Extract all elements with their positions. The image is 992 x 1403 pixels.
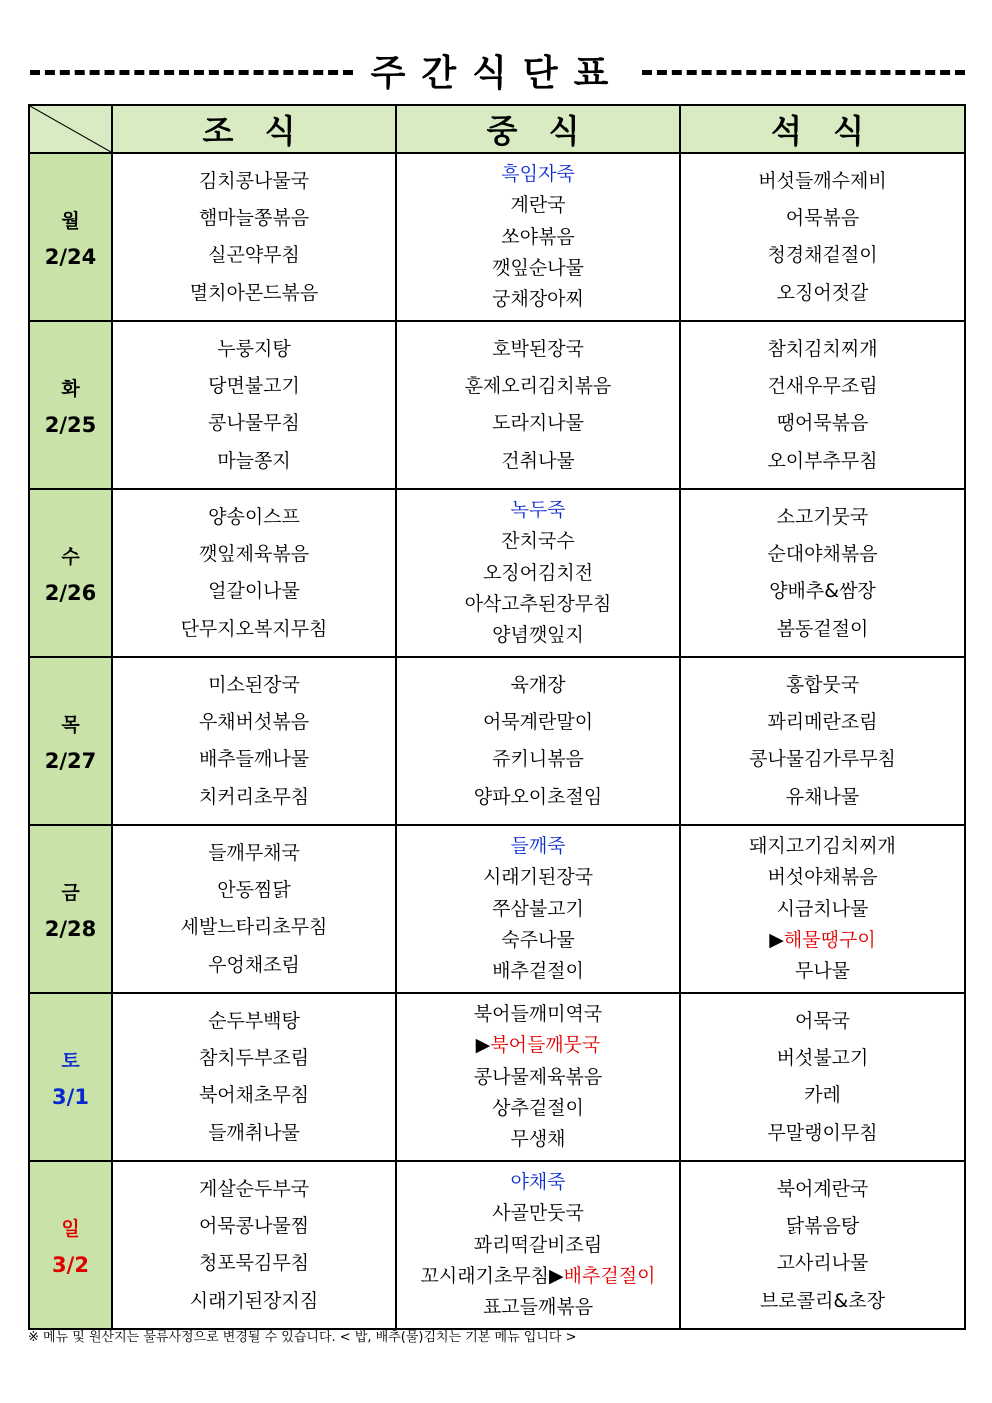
- menu-item: [190, 282, 318, 305]
- lunch-cell: [396, 153, 680, 321]
- breakfast-cell: [112, 489, 396, 657]
- menu-item-text: 누룽지탕: [217, 337, 291, 360]
- menu-item: [795, 1010, 850, 1033]
- menu-item: [492, 257, 584, 280]
- breakfast-cell: [112, 657, 396, 825]
- menu-item-text: 세발느타리초무침: [180, 916, 328, 939]
- menu-item-text: 건새우무조림: [767, 374, 878, 397]
- menu-item: [786, 1215, 859, 1238]
- menu-item-text: 배추겉절이: [492, 959, 584, 982]
- lunch-cell: [396, 489, 680, 657]
- menu-item: [777, 1178, 869, 1201]
- menu-item: [483, 711, 593, 734]
- corner-diagonal: [30, 106, 111, 152]
- menu-item: [492, 288, 584, 311]
- menu-item: [769, 929, 875, 952]
- menu-item-text: 흑임자죽: [501, 163, 575, 186]
- weekly-menu-table: [28, 104, 966, 1330]
- menu-item-text: 순대야채볶음: [767, 542, 878, 565]
- menu-item-text: 미소된장국: [208, 673, 300, 696]
- menu-item-text: 배추들깨나물: [198, 748, 310, 771]
- menu-item-text: 브로콜리&초장: [760, 1289, 885, 1312]
- lunch-cell: [396, 993, 680, 1161]
- menu-item-text: 깻잎순나물: [492, 256, 584, 279]
- menu-item: [474, 1234, 602, 1257]
- menu-item-text: 사골만둣국: [492, 1202, 584, 1225]
- menu-item: [769, 580, 876, 603]
- menu-item: [767, 866, 877, 889]
- day-date: 2/26: [44, 580, 97, 605]
- menu-item: [421, 1265, 656, 1288]
- menu-item: [510, 674, 565, 697]
- header-lunch: 중 식: [396, 105, 680, 153]
- corner-cell: [29, 105, 112, 153]
- menu-item-text: 청경채겉절이: [767, 244, 878, 267]
- menu-item-text: 오징어김치전: [482, 561, 594, 584]
- menu-item: [767, 1122, 877, 1145]
- dinner-cell: [680, 657, 965, 825]
- menu-item: [208, 580, 300, 603]
- menu-item: [804, 1084, 841, 1107]
- menu-item-text: 상추겉절이: [492, 1096, 584, 1119]
- day-date: 2/25: [44, 412, 97, 437]
- menu-item-text: 어묵콩나물찜: [198, 1214, 310, 1237]
- menu-item: [786, 674, 859, 697]
- menu-item-text: 해물땡구이: [783, 928, 876, 951]
- menu-item: [501, 450, 574, 473]
- menu-item-text: 들깨취나물: [208, 1121, 300, 1144]
- breakfast-list: [113, 1163, 395, 1327]
- menu-item: [767, 543, 877, 566]
- menu-item: [767, 450, 877, 473]
- menu-item: [199, 543, 309, 566]
- page-title: 주간식단표: [370, 52, 625, 94]
- menu-item-text: 건취나물: [501, 449, 575, 472]
- title-row: [30, 42, 965, 98]
- menu-item: [510, 499, 565, 522]
- menu-item: [777, 1252, 869, 1275]
- menu-item-text: 깻잎제육볶음: [198, 542, 310, 565]
- arrow-marker-icon: ▶: [475, 1034, 491, 1057]
- day-cell: [29, 153, 112, 321]
- menu-item-text: 봄동겉절이: [776, 617, 869, 640]
- breakfast-cell: [112, 993, 396, 1161]
- breakfast-cell: [112, 153, 396, 321]
- day-name: 토: [61, 1049, 80, 1072]
- menu-item-text: 실곤약무침: [208, 244, 300, 267]
- header-row: [29, 105, 965, 153]
- menu-item: [501, 226, 574, 249]
- dinner-list: [681, 323, 964, 487]
- menu-item: [217, 450, 290, 473]
- menu-item-text: 시래기된장지짐: [189, 1289, 319, 1312]
- menu-item-text: 마늘쫑지: [217, 449, 291, 472]
- day-row: [29, 1161, 965, 1329]
- menu-item: [476, 1034, 601, 1057]
- menu-item: [786, 207, 859, 230]
- menu-item: [208, 954, 300, 977]
- menu-item: [767, 338, 877, 361]
- menu-item: [767, 244, 877, 267]
- lunch-cell: [396, 657, 680, 825]
- dinner-cell: [680, 489, 965, 657]
- menu-item-text: 햄마늘쫑볶음: [198, 206, 310, 229]
- menu-item: [199, 1252, 309, 1275]
- breakfast-list: [113, 827, 395, 991]
- lunch-list: [397, 827, 679, 991]
- day-date: 3/2: [52, 1252, 89, 1277]
- menu-item-text: 고사리나물: [776, 1252, 869, 1275]
- menu-item: [492, 960, 584, 983]
- day-row: [29, 993, 965, 1161]
- menu-item: [199, 1215, 309, 1238]
- menu-item: [474, 1003, 602, 1026]
- menu-item: [786, 786, 859, 809]
- menu-item: [777, 1047, 869, 1070]
- menu-item: [749, 835, 896, 858]
- menu-item: [217, 879, 290, 902]
- lunch-list: [397, 995, 679, 1159]
- menu-item-text: 청포묵김무침: [198, 1252, 310, 1275]
- menu-item-text: 멸치아몬드볶음: [189, 281, 319, 304]
- menu-item-text: 콩나물무침: [208, 412, 300, 435]
- menu-item: [208, 412, 300, 435]
- menu-item-text: 양파오이초절임: [473, 785, 603, 808]
- menu-item-text: 양송이스프: [208, 505, 300, 528]
- day-row: [29, 153, 965, 321]
- menu-item-text: 카레: [804, 1084, 841, 1107]
- day-cell: [29, 657, 112, 825]
- menu-item: [510, 1171, 565, 1194]
- menu-item-text: 표고들깨볶음: [482, 1295, 594, 1318]
- day-cell: [29, 825, 112, 993]
- day-name: 일: [61, 1217, 80, 1240]
- day-name: 화: [61, 377, 80, 400]
- footnote: ※ 메뉴 및 원산지는 물류사정으로 변경될 수 있습니다. < 밥, 배추(물)김치는 기본 메뉴 입니다 >: [28, 1330, 577, 1345]
- menu-item: [767, 375, 877, 398]
- menu-item-text: 닭볶음탕: [785, 1214, 860, 1237]
- menu-item: [492, 1202, 584, 1225]
- menu-item: [501, 163, 574, 186]
- menu-item: [492, 898, 584, 921]
- menu-item-text: 배추겉절이: [563, 1264, 656, 1287]
- dinner-cell: [680, 1161, 965, 1329]
- breakfast-cell: [112, 825, 396, 993]
- menu-item-text: 당면불고기: [208, 374, 300, 397]
- menu-item: [208, 1122, 300, 1145]
- menu-item: [510, 194, 565, 217]
- day-name: 수: [61, 545, 80, 568]
- menu-item: [760, 1290, 885, 1313]
- menu-item-text: 우채버섯볶음: [198, 710, 310, 733]
- menu-item: [483, 866, 593, 889]
- menu-item: [199, 1047, 309, 1070]
- dinner-cell: [680, 825, 965, 993]
- day-date: 2/24: [44, 244, 97, 269]
- menu-item: [777, 282, 869, 305]
- menu-item-text: 녹두죽: [510, 499, 566, 522]
- menu-item: [199, 748, 309, 771]
- menu-item-text: 땡어묵볶음: [776, 412, 869, 435]
- menu-item: [492, 748, 584, 771]
- menu-item-text: 소고기뭇국: [776, 505, 869, 528]
- menu-item: [208, 375, 300, 398]
- menu-item-text: 쏘야볶음: [501, 225, 575, 248]
- breakfast-list: [113, 155, 395, 319]
- menu-item-text: 참치김치찌개: [767, 337, 878, 360]
- menu-item-text: 우엉채조림: [208, 953, 300, 976]
- menu-item: [492, 338, 584, 361]
- menu-item: [199, 786, 309, 809]
- menu-item: [777, 412, 869, 435]
- menu-item-text: 콩나물제육볶음: [473, 1065, 603, 1088]
- dinner-cell: [680, 993, 965, 1161]
- arrow-marker-icon: ▶: [769, 928, 784, 951]
- day-cell: [29, 489, 112, 657]
- menu-item-text: 쭈삼불고기: [492, 897, 584, 920]
- menu-item: [199, 170, 309, 193]
- menu-item-text: 도라지나물: [492, 412, 584, 435]
- menu-body: [29, 153, 965, 1329]
- menu-item-text: 게살순두부국: [198, 1177, 310, 1200]
- menu-item-text: 안동찜닭: [217, 878, 291, 901]
- breakfast-cell: [112, 321, 396, 489]
- breakfast-list: [113, 491, 395, 655]
- header-breakfast: 조 식: [112, 105, 396, 153]
- menu-item-text: 오이부추무침: [767, 449, 878, 472]
- menu-item-text: 계란국: [510, 194, 566, 217]
- menu-item: [492, 1097, 584, 1120]
- dinner-list: [681, 827, 964, 991]
- day-name: 월: [61, 209, 80, 232]
- menu-item: [474, 1066, 602, 1089]
- menu-item-text: 야채죽: [510, 1171, 566, 1194]
- menu-item-text: 육개장: [510, 673, 566, 696]
- day-cell: [29, 993, 112, 1161]
- dinner-list: [681, 995, 964, 1159]
- day-cell: [29, 321, 112, 489]
- menu-item-text: 순두부백탕: [208, 1009, 300, 1032]
- menu-item-text: 어묵볶음: [785, 206, 860, 229]
- dinner-cell: [680, 153, 965, 321]
- day-date: 3/1: [52, 1084, 89, 1109]
- menu-item: [181, 618, 328, 641]
- menu-item: [492, 624, 584, 647]
- menu-item-text: 돼지고기김치찌개: [749, 835, 896, 858]
- menu-item-text: 훈제오리김치볶음: [464, 374, 612, 397]
- menu-item-text: 숙주나물: [501, 928, 575, 951]
- day-date: 2/27: [44, 748, 97, 773]
- menu-item-text: 들깨무채국: [208, 841, 300, 864]
- menu-item: [190, 1290, 318, 1313]
- menu-item-text: 참치두부조림: [198, 1046, 310, 1069]
- menu-item: [208, 244, 300, 267]
- menu-item: [767, 711, 877, 734]
- day-row: [29, 657, 965, 825]
- menu-item: [465, 593, 612, 616]
- menu-item: [758, 170, 886, 193]
- menu-item-text: 유채나물: [785, 785, 860, 808]
- menu-item: [199, 207, 309, 230]
- menu-item: [199, 1084, 309, 1107]
- menu-item-text: 호박된장국: [492, 337, 584, 360]
- menu-item: [199, 1178, 309, 1201]
- menu-item: [510, 1128, 565, 1151]
- menu-item-text: 얼갈이나물: [208, 580, 300, 603]
- menu-item-text: 잔치국수: [501, 530, 575, 553]
- breakfast-cell: [112, 1161, 396, 1329]
- breakfast-list: [113, 323, 395, 487]
- menu-item-text: 꽈리떡갈비조림: [473, 1233, 603, 1256]
- lunch-list: [397, 155, 679, 319]
- menu-item-text: 쥬키니볶음: [492, 748, 584, 771]
- day-row: [29, 489, 965, 657]
- menu-item: [777, 506, 869, 529]
- menu-item: [465, 375, 612, 398]
- menu-item-text: 북어채초무침: [198, 1084, 310, 1107]
- menu-item: [501, 929, 574, 952]
- day-row: [29, 321, 965, 489]
- day-cell: [29, 1161, 112, 1329]
- menu-item: [208, 842, 300, 865]
- menu-item-text: 단무지오복지무침: [180, 617, 328, 640]
- menu-item-text: 꼬시래기초무침: [420, 1264, 550, 1287]
- day-name: 목: [61, 713, 80, 736]
- menu-item: [777, 618, 869, 641]
- day-name: 금: [61, 881, 80, 904]
- menu-item-text: 어묵계란말이: [482, 710, 594, 733]
- lunch-cell: [396, 825, 680, 993]
- menu-item-text: 김치콩나물국: [198, 169, 310, 192]
- menu-item: [510, 835, 565, 858]
- menu-item-text: 어묵국: [794, 1009, 851, 1032]
- menu-item-text: 버섯불고기: [776, 1046, 869, 1069]
- dinner-list: [681, 659, 964, 823]
- menu-item-text: 들깨죽: [510, 835, 566, 858]
- menu-item: [199, 711, 309, 734]
- lunch-list: [397, 1163, 679, 1327]
- menu-item-text: 오징어젓갈: [776, 281, 869, 304]
- dinner-list: [681, 491, 964, 655]
- menu-item-text: 북어계란국: [776, 1177, 869, 1200]
- title-dash-left: [30, 70, 353, 75]
- menu-item-text: 북어들깨미역국: [473, 1003, 603, 1026]
- menu-item: [208, 1010, 300, 1033]
- lunch-list: [397, 323, 679, 487]
- menu-item-text: 버섯야채볶음: [767, 866, 878, 889]
- breakfast-list: [113, 995, 395, 1159]
- menu-item-text: 치커리초무침: [198, 785, 310, 808]
- menu-item-text: 시금치나물: [776, 897, 869, 920]
- header-dinner: 석 식: [680, 105, 965, 153]
- lunch-list: [397, 659, 679, 823]
- menu-item-text: 양념깻잎지: [492, 623, 584, 646]
- menu-item-text: 무생채: [510, 1127, 566, 1150]
- menu-item: [483, 562, 593, 585]
- menu-item: [208, 674, 300, 697]
- menu-item: [777, 898, 869, 921]
- dinner-list: [681, 155, 964, 319]
- menu-item-text: 시래기된장국: [482, 866, 594, 889]
- menu-item: [217, 338, 290, 361]
- lunch-list: [397, 491, 679, 655]
- dinner-cell: [680, 321, 965, 489]
- menu-item-text: 무말랭이무침: [767, 1121, 878, 1144]
- menu-item-text: 아삭고추된장무침: [464, 592, 612, 615]
- arrow-marker-icon: ▶: [549, 1264, 564, 1287]
- menu-item: [181, 916, 328, 939]
- menu-item-text: 무나물: [794, 959, 851, 982]
- menu-item-text: 콩나물김가루무침: [749, 748, 896, 771]
- dinner-list: [681, 1163, 964, 1327]
- menu-item-text: 양배추&쌈장: [769, 580, 876, 603]
- menu-item-text: 궁채장아찌: [492, 287, 584, 310]
- menu-item-text: 홍합뭇국: [785, 673, 860, 696]
- menu-item: [474, 786, 602, 809]
- breakfast-list: [113, 659, 395, 823]
- menu-item-text: 버섯들깨수제비: [758, 169, 887, 192]
- menu-item: [795, 960, 850, 983]
- day-date: 2/28: [44, 916, 97, 941]
- menu-item: [483, 1296, 593, 1319]
- title-dash-right: [642, 70, 965, 75]
- menu-item-text: 북어들깨뭇국: [490, 1034, 601, 1057]
- day-row: [29, 825, 965, 993]
- menu-item-text: 꽈리메란조림: [767, 710, 878, 733]
- menu-item: [749, 748, 896, 771]
- menu-item: [501, 530, 574, 553]
- menu-item: [492, 412, 584, 435]
- lunch-cell: [396, 321, 680, 489]
- lunch-cell: [396, 1161, 680, 1329]
- menu-item: [208, 506, 300, 529]
